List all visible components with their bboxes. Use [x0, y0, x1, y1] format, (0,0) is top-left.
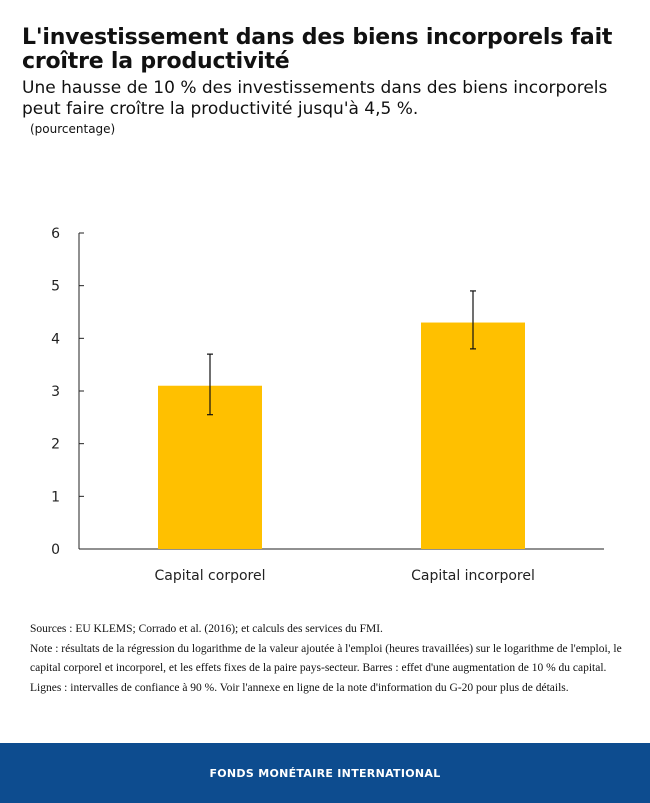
category-label: Capital incorporel	[411, 568, 535, 584]
y-tick-label: 0	[51, 542, 60, 558]
footer-bar	[0, 743, 650, 803]
organization-name: FONDS MONÉTAIRE INTERNATIONAL	[209, 766, 441, 780]
bar-chart	[0, 200, 650, 600]
y-tick-label: 3	[51, 384, 60, 400]
y-tick-label: 2	[51, 436, 60, 453]
y-tick-label: 6	[51, 226, 60, 242]
y-tick-label: 4	[51, 331, 60, 348]
category-label: Capital corporel	[154, 568, 266, 584]
unit-label: (pourcentage)	[30, 122, 116, 136]
y-tick-label: 5	[51, 278, 60, 295]
footnotes	[30, 620, 630, 698]
sources-note: Sources : EU KLEMS; Corrado et al. (2016); et calculs des services du FMI.	[30, 623, 383, 635]
chart-subtitle: Une hausse de 10 % des investissements dans des biens incorporels peut faire croître la productivité jusqu'à 4,5 %.	[22, 78, 608, 119]
chart-title: L'investissement dans des biens incorporels fait croître la productivité	[22, 25, 613, 74]
method-note: Note : résultats de la régression du logarithme de la valeur ajoutée à l'emploi (heures travaillées) sur le logarithme de l'emploi, le capital corporel et incorporel, et les effets fixes de la paire pays-secteur. Barres : effet d'une augmentation de 10 % du capital. Lignes : intervalles de confiance à 90 %. Voir l'annexe en ligne de la note d'information du G-20 pour plus de détails.	[30, 642, 622, 694]
bar-2	[421, 323, 525, 549]
y-tick-label: 1	[51, 489, 60, 506]
